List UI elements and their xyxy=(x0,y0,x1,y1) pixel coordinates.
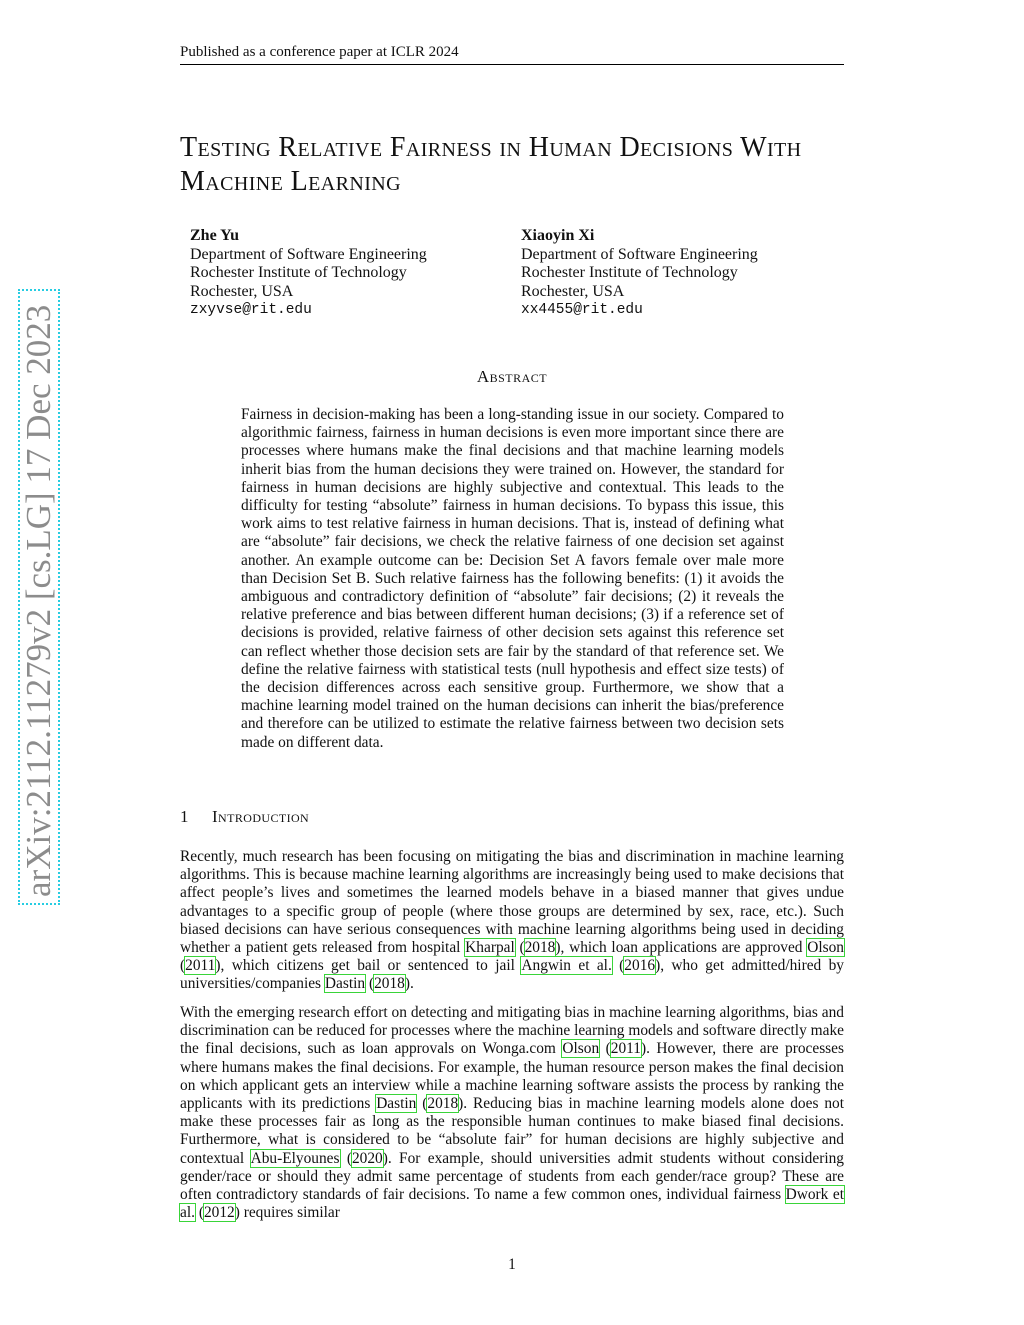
citation-link[interactable]: Kharpal xyxy=(465,939,515,957)
citation-link[interactable]: Abu-Elyounes xyxy=(250,1149,340,1167)
citation-year-link[interactable]: 2012 xyxy=(203,1204,235,1222)
citation-year-link[interactable]: 2018 xyxy=(524,939,556,957)
paragraph-text: , who get admitted/hired by universities/companies xyxy=(180,957,844,993)
author-location: Rochester, USA xyxy=(521,282,625,300)
author-2 xyxy=(521,227,758,320)
abstract-heading: Abstract xyxy=(476,367,548,386)
running-header: Published as a conference paper at ICLR 2024 xyxy=(180,44,844,65)
paragraph-text: , which loan applications are approved xyxy=(560,939,808,957)
citation-year-link[interactable]: 2018 xyxy=(374,975,405,993)
paragraph-text: , which citizens get bail or sentenced to jail xyxy=(220,957,522,975)
author-location: Rochester, USA xyxy=(190,282,294,300)
citation-year-link[interactable]: 2018 xyxy=(427,1095,459,1113)
author-name: Xiaoyin Xi xyxy=(521,227,595,244)
author-block xyxy=(190,227,844,323)
paragraph-text: . Reducing bias in machine learning models alone does not make these processes fair as long as the responsible human continues to make biased final decisions. Furthermore, what is considered to be “absolute fair” for human decisions are highly subjective and contextual xyxy=(180,1095,844,1167)
citation-year-link[interactable]: 2016 xyxy=(624,957,656,975)
paragraph-text: . xyxy=(410,975,414,993)
paragraph-text: With the emerging research effort on detecting and mitigating bias in machine learning algorithms, bias and discrimination can be reduced for processes where the machine learning models and software directly make the final decisions, such as loan approvals on Wonga.com xyxy=(180,1004,844,1058)
author-email[interactable]: zxyvse@rit.edu xyxy=(190,302,312,318)
citation-link[interactable]: Olson xyxy=(562,1040,600,1058)
author-1 xyxy=(190,227,427,320)
author-institution: Rochester Institute of Technology xyxy=(190,264,407,281)
paper-title: Testing Relative Fairness in Human Decisions With Machine Learning xyxy=(180,132,802,197)
abstract-body: Fairness in decision-making has been a long-standing issue in our society. Compared to algorithmic fairness, fairness in human decisions is even more important since there are processes where humans make the final decisions and that machine learning models inherit bias from the human decisions they were trained on. However, the standard for fairness in human decisions are highly subjective and contextual. This leads to the difficulty for testing “absolute” fairness in human decisions. To bypass this issue, this work aims to test relative fairness in human decisions. That is, instead of defining what are “absolute” fair decisions, we check the relative fairness of one decision set against another. An example outcome can be: Decision Set A favors female over male more than Decision Set B. Such relative fairness has the following benefits: (1) it avoids the ambiguous and contradictory definition of “absolute” fair decisions; (2) it reveals the relative preference and bias between different human decisions; (3) if a reference set of decisions is provided, relative fairness of other decision sets against this reference set can reflect whether those decision sets are fair by the standard of that reference set. We define the relative fairness with statistical tests (null hypothesis and effect size tests) of the decision differences across each sensitive group. Furthermore, we show that a machine learning model trained on the human decisions can inherit the bias/preference and therefore can be utilized to estimate the relative fairness between two decision sets made on different data. xyxy=(241,406,784,751)
arxiv-stamp: arXiv:2112.11279v2 [cs.LG] 17 Dec 2023 xyxy=(18,289,60,905)
citation-link[interactable]: Olson xyxy=(807,939,844,957)
citation-year-link[interactable]: 2011 xyxy=(185,957,216,975)
paragraph-text: . For example, should universities admit students without considering gender/race or should they admit same percentage of students from each gender/race group? These are often contradictory standards of fair decisions. To name a few common ones, individual fairness xyxy=(180,1149,844,1204)
intro-paragraph-2: With the emerging research effort on detecting and mitigating bias in machine learning algorithms, bias and discrimination can be reduced for processes where the machine learning models and software directly make the final decisions, such as loan approvals on Wonga.com Olson (2011). However, there are processes where humans makes the final decisions. For example, the human resource person makes the final decision on which applicant gets an interview while a machine learning software assists the process by ranking the applicants with its predictions Dastin (2018). Reducing bias in machine learning models alone does not make these processes fair as long as the responsible human continues to make biased final decisions. Furthermore, what is considered to be “absolute fair” for human decisions are highly subjective and contextual Abu-Elyounes (2020). For example, should universities admit students without considering gender/race or should they admit same percentage of students from each gender/race group? These are often contradictory standards of fair decisions. To name a few common ones, individual fairness Dwork et al. (2012) requires similar xyxy=(180,1004,845,1222)
paragraph-text: requires similar xyxy=(239,1204,340,1222)
citation-year-link[interactable]: 2011 xyxy=(610,1040,641,1058)
author-name: Zhe Yu xyxy=(190,227,240,244)
author-department: Department of Software Engineering xyxy=(190,245,427,263)
page-number: 1 xyxy=(508,1256,516,1273)
citation-link[interactable]: Dastin xyxy=(324,975,366,993)
citation-link[interactable]: Angwin et al. xyxy=(521,957,612,975)
section-title: Introduction xyxy=(212,807,310,826)
paragraph-text: Recently, much research has been focusing on mitigating the bias and discrimination in machine learning algorithms. This is because machine learning algorithms are increasingly being used to make decisions that affect people’s lives and sometimes the learned models behave in a biased manner that gives undue advantages to a specific group of people (where those groups are determined by sex, race, etc.). Such biased decisions can have serious consequences with machine learning algorithms being used in deciding whether a patient gets released from hospital xyxy=(180,848,844,957)
author-institution: Rochester Institute of Technology xyxy=(521,264,738,281)
citation-year-link[interactable]: 2020 xyxy=(351,1149,383,1167)
section-heading xyxy=(180,807,309,827)
author-email[interactable]: xx4455@rit.edu xyxy=(521,302,643,318)
author-department: Department of Software Engineering xyxy=(521,245,758,263)
paragraph-text: . However, there are processes where humans makes the final decisions. For example, the human resource person makes the final decision on which applicant gets an interview while a machine learning software assists the process by ranking the applicants with its predictions xyxy=(180,1040,844,1113)
citation-link[interactable]: Dwork et al. xyxy=(180,1186,845,1222)
intro-paragraph-1: Recently, much research has been focusing on mitigating the bias and discrimination in machine learning algorithms. This is because machine learning algorithms are increasingly being used to make decisions that affect people’s lives and sometimes the learned models behave in a biased manner that gives undue advantages to a specific group of people (where those groups are determined by sex, race, etc.). Such biased decisions can have serious consequences with machine learning algorithms being used in deciding whether a patient gets released from hospital Kharpal (2018), which loan applications are approved Olson (2011), which citizens get bail or sentenced to jail Angwin et al. (2016), who get admitted/hired by universities/companies Dastin (2018). xyxy=(180,848,844,993)
section-number: 1 xyxy=(180,807,189,826)
citation-link[interactable]: Dastin xyxy=(376,1095,417,1113)
